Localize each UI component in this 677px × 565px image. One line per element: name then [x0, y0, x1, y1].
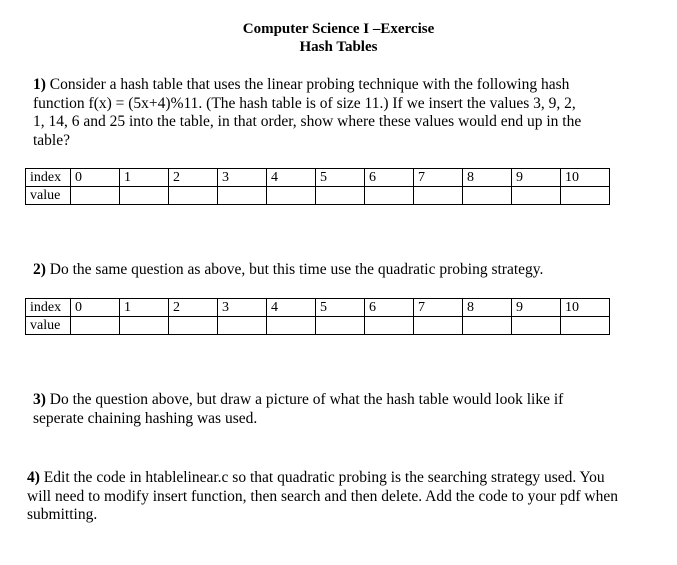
value-cell	[463, 187, 512, 205]
value-cell	[365, 187, 414, 205]
value-cell	[267, 187, 316, 205]
row-label-value: value	[26, 187, 71, 205]
hash-table-linear	[25, 168, 610, 205]
value-cell	[512, 187, 561, 205]
question-3-line-2: seperate chaining hashing was used.	[33, 409, 258, 427]
hash-table-quadratic	[25, 298, 610, 335]
index-cell: 0	[71, 299, 120, 317]
row-label-index: index	[26, 299, 71, 317]
index-cell: 5	[316, 169, 365, 187]
index-cell: 4	[267, 169, 316, 187]
value-cell	[71, 187, 120, 205]
question-1-line-3: 1, 14, 6 and 25 into the table, in that order, show where these values would end up in the	[33, 113, 582, 130]
index-cell: 9	[512, 169, 561, 187]
question-4-number: 4)	[27, 469, 40, 486]
index-cell: 0	[71, 169, 120, 187]
index-cell: 10	[561, 169, 610, 187]
index-cell: 5	[316, 299, 365, 317]
question-2-number: 2)	[33, 261, 46, 278]
index-cell: 8	[463, 169, 512, 187]
index-cell: 1	[120, 169, 169, 187]
question-1-line-1: Consider a hash table that uses the linear probing technique with the following hash	[49, 76, 570, 93]
value-cell	[463, 317, 512, 335]
row-label-index: index	[26, 169, 71, 187]
question-4-line-3: submitting.	[27, 506, 98, 523]
value-cell	[120, 317, 169, 335]
index-cell: 2	[169, 299, 218, 317]
index-cell: 3	[218, 169, 267, 187]
value-cell	[414, 187, 463, 205]
value-cell	[561, 187, 610, 205]
value-cell	[169, 187, 218, 205]
question-3-line-1: Do the question above, but draw a picture of what the hash table would look like if	[49, 391, 564, 408]
index-cell: 8	[463, 299, 512, 317]
question-4	[27, 469, 641, 525]
question-1-line-2: function f(x) = (5x+4)%11. (The hash table is of size 11.) If we insert the values 3, 9, 2,	[33, 94, 576, 112]
value-cell	[414, 317, 463, 335]
table-row-value	[26, 317, 610, 335]
value-cell	[267, 317, 316, 335]
value-cell	[120, 187, 169, 205]
question-3-number: 3)	[33, 391, 46, 408]
exercise-subtitle: Hash Tables	[299, 39, 378, 55]
index-cell: 9	[512, 299, 561, 317]
index-cell: 4	[267, 299, 316, 317]
value-cell	[218, 187, 267, 205]
index-cell: 7	[414, 299, 463, 317]
question-2-line-1: Do the same question as above, but this time use the quadratic probing strategy.	[49, 261, 544, 278]
value-cell	[316, 317, 365, 335]
question-3	[33, 391, 611, 428]
question-1	[33, 76, 609, 150]
index-cell: 7	[414, 169, 463, 187]
table-row-index	[26, 169, 610, 187]
value-cell	[71, 317, 120, 335]
exercise-title: Computer Science I –Exercise	[242, 21, 435, 37]
index-cell: 2	[169, 169, 218, 187]
question-4-line-2: will need to modify insert function, then search and then delete. Add the code to your pdf when	[27, 487, 618, 505]
value-cell	[512, 317, 561, 335]
value-cell	[169, 317, 218, 335]
index-cell: 1	[120, 299, 169, 317]
index-cell: 6	[365, 169, 414, 187]
value-cell	[561, 317, 610, 335]
row-label-value: value	[26, 317, 71, 335]
question-1-line-4: table?	[33, 131, 71, 149]
table-row-value	[26, 187, 610, 205]
index-cell: 3	[218, 299, 267, 317]
index-cell: 10	[561, 299, 610, 317]
table-row-index	[26, 299, 610, 317]
value-cell	[365, 317, 414, 335]
value-cell	[218, 317, 267, 335]
question-4-line-1: Edit the code in htablelinear.c so that quadratic probing is the searching strategy used. You	[43, 469, 605, 486]
index-cell: 6	[365, 299, 414, 317]
question-2	[33, 261, 633, 280]
value-cell	[316, 187, 365, 205]
question-1-number: 1)	[33, 76, 46, 93]
